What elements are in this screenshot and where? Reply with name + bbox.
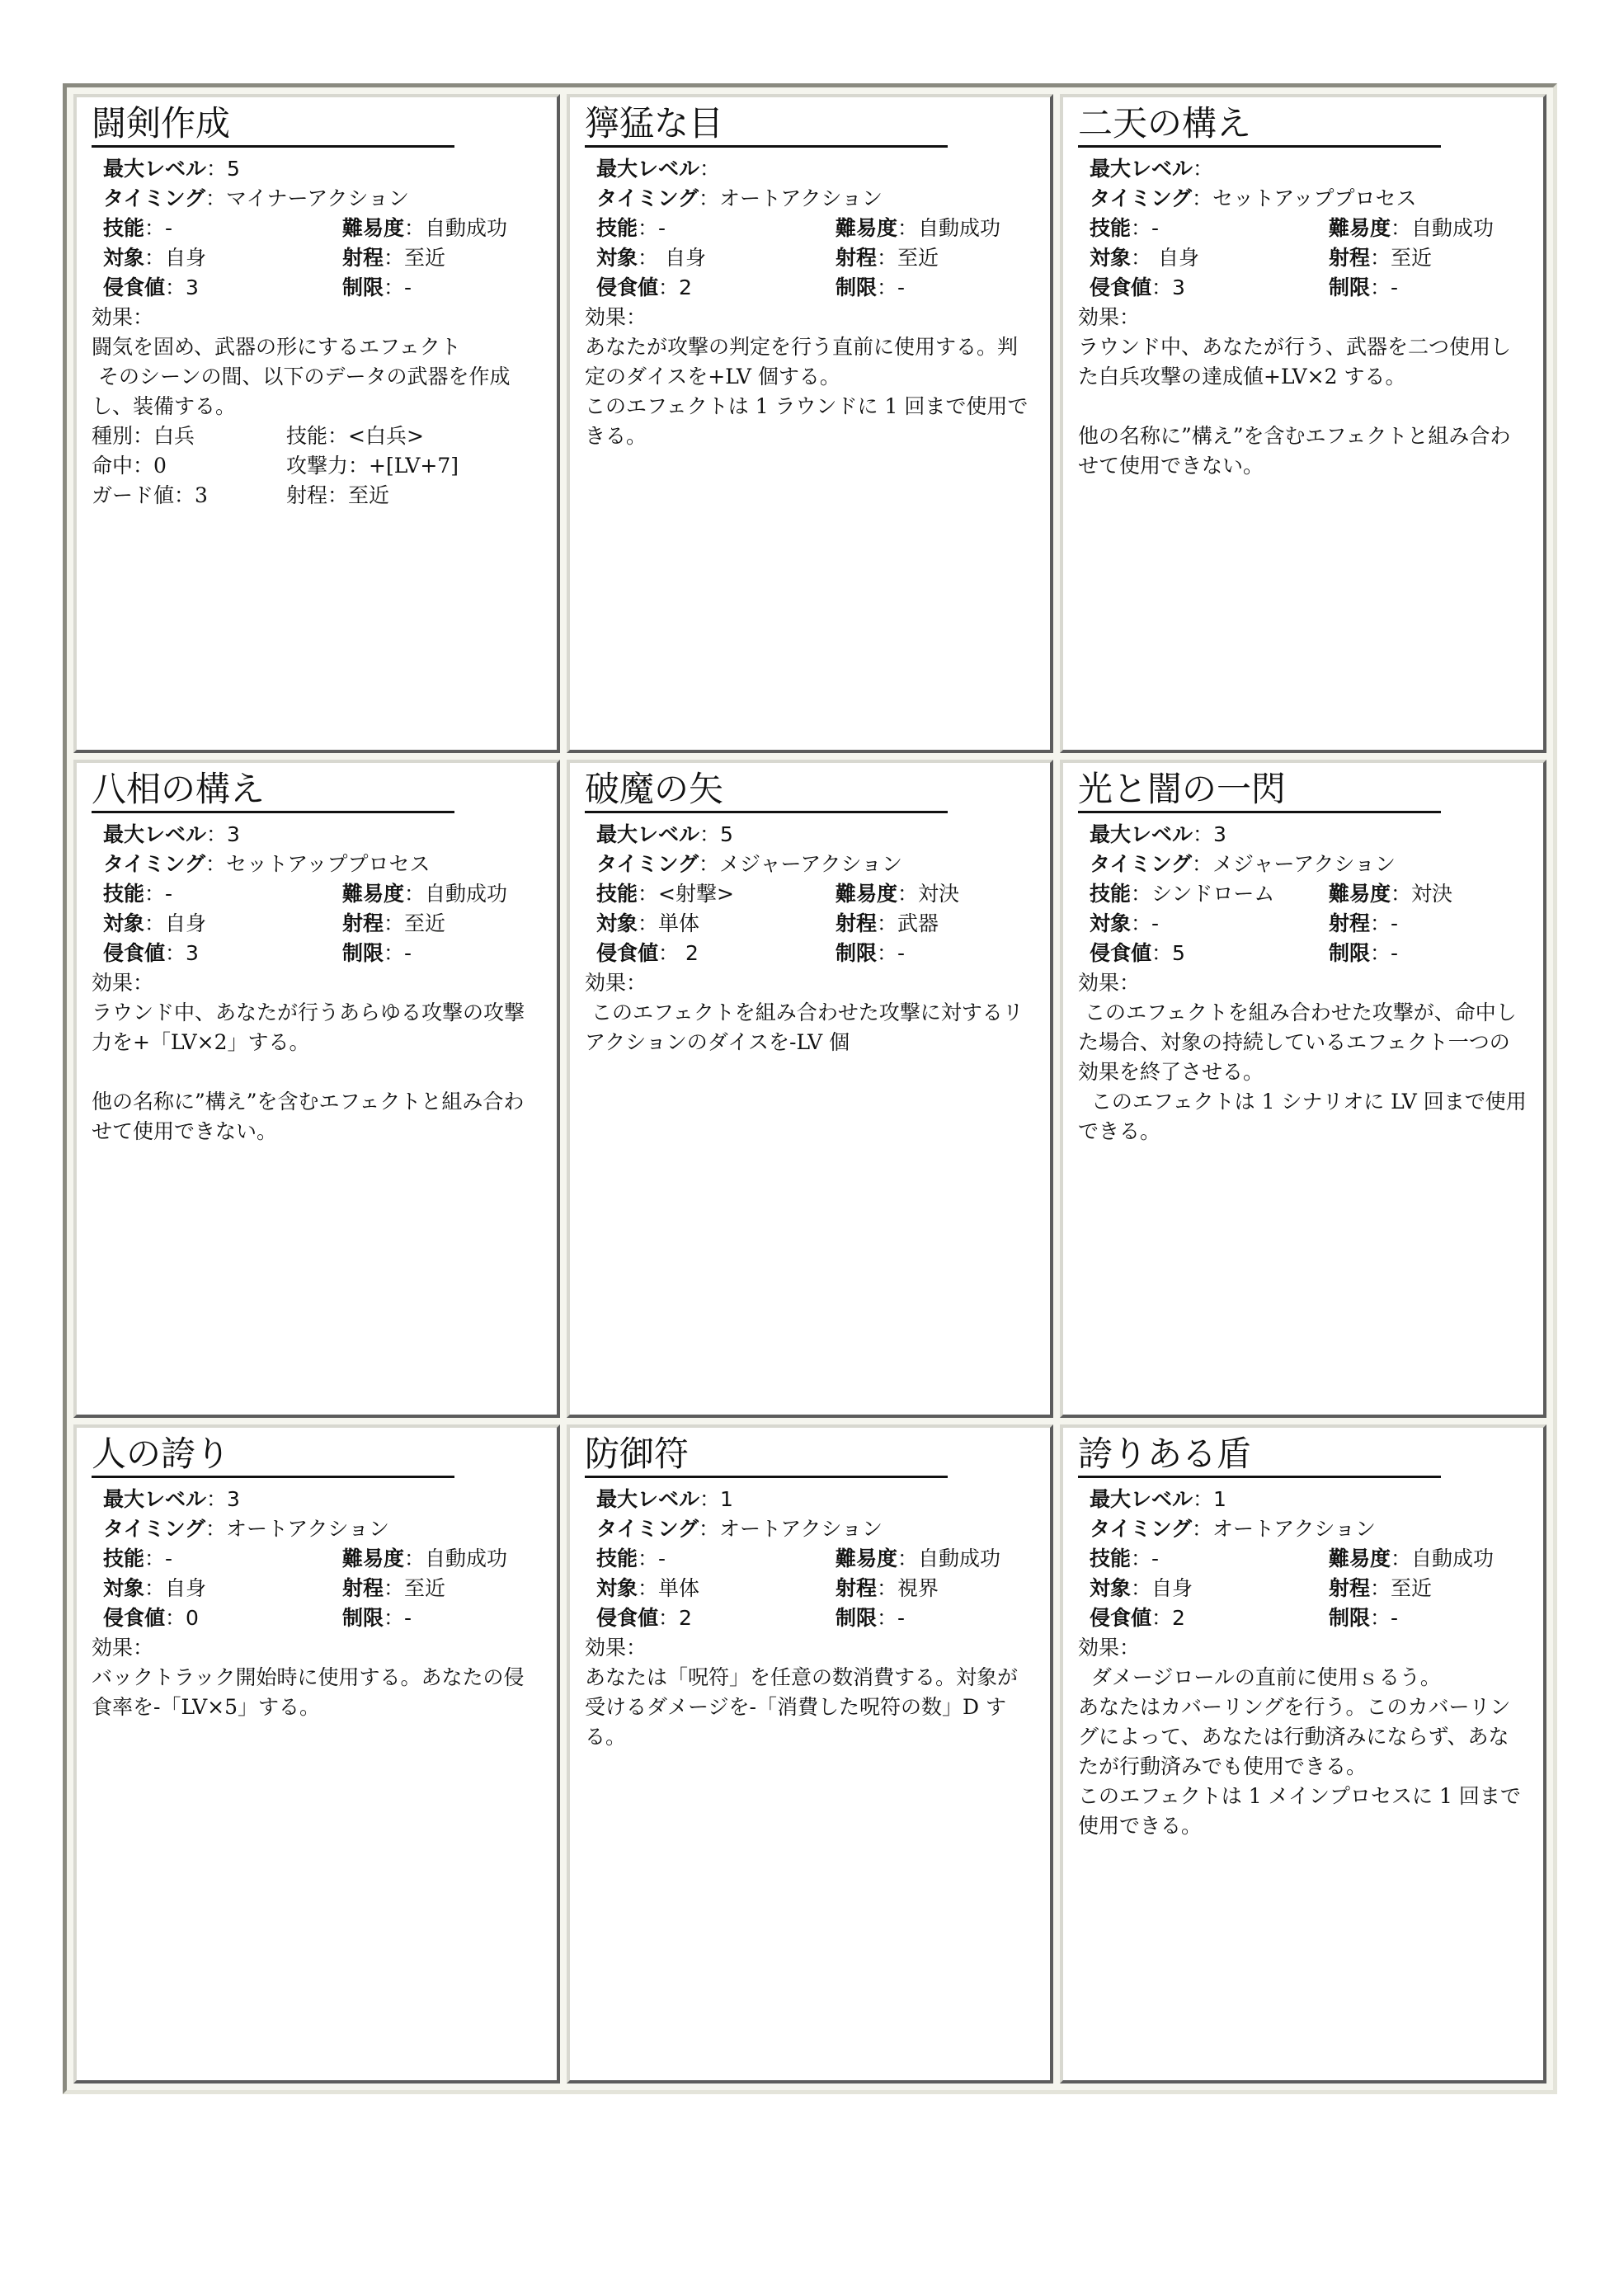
- skill-label: 技能: [1090, 881, 1132, 906]
- max-level-label: 最大レベル: [596, 1487, 700, 1512]
- skill-difficulty-row: [596, 214, 1035, 243]
- max-level-label: 最大レベル: [1090, 1487, 1193, 1512]
- card-title: 二天の構え: [1078, 104, 1441, 148]
- target-range-row: [103, 1574, 542, 1603]
- effect-text: 闘気を固め、武器の形にするエフェクト そのシーンの間、以下のデータの武器を作成し、装備する。: [92, 335, 511, 418]
- effect-text: ラウンド中、あなたが行う、武器を二つ使用した白兵攻撃の達成値+LV×2 する。 他の名称に”構え”を含むエフェクトと組み合わせて使用できない。: [1078, 335, 1512, 478]
- limit-value: ：-: [877, 1606, 906, 1631]
- skill-label: 技能: [103, 1547, 145, 1571]
- skill-difficulty-row: [103, 879, 542, 909]
- target-value: ：単体: [638, 1576, 700, 1601]
- effect-text: あなたは「呪符」を任意の数消費する。対象が受けるダメージを-「消費した呪符の数」D する。: [585, 1665, 1019, 1749]
- timing-value: ：メジャーアクション: [699, 851, 903, 876]
- card-title: 光と闇の一閃: [1078, 770, 1441, 813]
- target-label: 対象: [1090, 911, 1132, 935]
- difficulty-label: 難易度: [342, 1547, 405, 1571]
- erosion-label: 侵食値: [596, 940, 659, 965]
- effect-card: [567, 1424, 1053, 2083]
- difficulty-value: ：自動成功: [897, 1547, 1001, 1571]
- difficulty-label: 難易度: [342, 881, 405, 906]
- target-label: 対象: [103, 1576, 145, 1601]
- target-range-row: [596, 243, 1035, 273]
- timing-label: タイミング: [596, 851, 699, 876]
- skill-value: ：-: [144, 216, 173, 240]
- target-range-row: [1090, 909, 1528, 939]
- limit-label: 制限: [342, 1606, 384, 1631]
- effect-label: 効果：: [1078, 970, 1141, 995]
- target-label: 対象: [1090, 1576, 1132, 1601]
- target-value: ：自身: [1131, 1576, 1193, 1601]
- max-level-value: ：3: [206, 1487, 240, 1512]
- effect-card: [567, 760, 1053, 1419]
- limit-value: ：-: [384, 1606, 412, 1631]
- difficulty-label: 難易度: [836, 216, 898, 240]
- max-level-value: ：: [699, 157, 721, 181]
- weapon-range: 射程：至近: [286, 483, 390, 507]
- difficulty-value: ：対決: [897, 881, 960, 906]
- max-level-value: ：5: [699, 822, 733, 846]
- target-label: 対象: [103, 911, 145, 935]
- limit-label: 制限: [836, 1606, 878, 1631]
- target-label: 対象: [596, 246, 638, 270]
- effect-label: 効果：: [585, 305, 647, 329]
- skill-label: 技能: [596, 881, 638, 906]
- effect-card: [1060, 1424, 1546, 2083]
- limit-label: 制限: [342, 940, 384, 965]
- effect-card: [73, 760, 560, 1419]
- range-label: 射程: [342, 911, 384, 935]
- effect-text: バックトラック開始時に使用する。あなたの侵食率を-「LV×5」する。: [92, 1665, 525, 1720]
- range-value: ：至近: [384, 911, 446, 935]
- max-level-value: ：3: [206, 822, 240, 846]
- difficulty-label: 難易度: [1329, 216, 1391, 240]
- effect-card: [1060, 760, 1546, 1419]
- weapon-accuracy: 命中：0: [92, 454, 167, 478]
- erosion-limit-row: [596, 273, 1035, 303]
- difficulty-label: 難易度: [836, 881, 898, 906]
- difficulty-value: ：自動成功: [1391, 216, 1495, 240]
- effect-card: [73, 94, 560, 753]
- range-value: ：至近: [1370, 246, 1433, 270]
- max-level-label: 最大レベル: [103, 1487, 207, 1512]
- difficulty-value: ：対決: [1391, 881, 1453, 906]
- max-level-row: [596, 1485, 1035, 1514]
- skill-label: 技能: [103, 216, 145, 240]
- effect-text: あなたが攻撃の判定を行う直前に使用する。判定のダイスを+LV 個する。 このエフェクトは 1 ラウンドに 1 回まで使用できる。: [585, 335, 1029, 448]
- effect-label: 効果：: [92, 970, 154, 995]
- max-level-value: ：1: [699, 1487, 733, 1512]
- range-label: 射程: [1329, 911, 1371, 935]
- difficulty-label: 難易度: [836, 1547, 898, 1571]
- effect-label: 効果：: [1078, 305, 1141, 329]
- card-title: 闘剣作成: [92, 104, 454, 148]
- difficulty-label: 難易度: [1329, 881, 1391, 906]
- effect-card-sheet: [63, 83, 1557, 2094]
- timing-label: タイミング: [103, 186, 206, 210]
- effect-card: [567, 94, 1053, 753]
- weapon-attack: 攻撃力：+[LV+7]: [286, 454, 459, 478]
- card-grid: [73, 94, 1546, 2083]
- timing-label: タイミング: [596, 1517, 699, 1542]
- timing-row: [103, 850, 542, 879]
- limit-label: 制限: [1329, 275, 1371, 299]
- target-range-row: [1090, 243, 1528, 273]
- limit-value: ：-: [1370, 940, 1399, 965]
- timing-value: ：オートアクション: [205, 1517, 390, 1542]
- erosion-limit-row: [1090, 939, 1528, 968]
- timing-value: ：セットアッププロセス: [205, 851, 431, 876]
- timing-label: タイミング: [103, 851, 206, 876]
- target-range-row: [1090, 1574, 1528, 1603]
- timing-label: タイミング: [1090, 851, 1193, 876]
- max-level-value: ：: [1193, 157, 1214, 181]
- erosion-value: ：2: [1151, 1606, 1185, 1631]
- difficulty-value: ：自動成功: [404, 1547, 508, 1571]
- range-value: ：武器: [877, 911, 939, 935]
- range-value: ：至近: [384, 1576, 446, 1601]
- effect-label: 効果：: [92, 1636, 154, 1660]
- limit-label: 制限: [836, 275, 878, 299]
- timing-label: タイミング: [1090, 186, 1193, 210]
- max-level-row: [1090, 154, 1528, 184]
- timing-row: [103, 1514, 542, 1544]
- card-title: 人の誇り: [92, 1434, 454, 1478]
- timing-row: [596, 850, 1035, 879]
- erosion-label: 侵食値: [1090, 275, 1152, 299]
- max-level-row: [596, 154, 1035, 184]
- weapon-guard: ガード値：3: [92, 483, 208, 507]
- erosion-limit-row: [103, 939, 542, 968]
- timing-row: [103, 184, 542, 214]
- timing-value: ：オートアクション: [1192, 1517, 1377, 1542]
- skill-difficulty-row: [1090, 1544, 1528, 1574]
- skill-difficulty-row: [103, 214, 542, 243]
- difficulty-value: ：自動成功: [404, 881, 508, 906]
- skill-difficulty-row: [1090, 214, 1528, 243]
- erosion-label: 侵食値: [103, 1606, 166, 1631]
- erosion-limit-row: [103, 273, 542, 303]
- max-level-label: 最大レベル: [1090, 157, 1193, 181]
- max-level-row: [103, 154, 542, 184]
- timing-value: ：セットアッププロセス: [1192, 186, 1417, 210]
- skill-value: ：-: [1131, 216, 1160, 240]
- erosion-label: 侵食値: [596, 275, 659, 299]
- effect-text: ダメージロールの直前に使用ｓるう。 あなたはカバーリングを行う。このカバーリングによって、あなたは行動済みにならず、あなたが行動済みでも使用できる。 このエフェクトは 1 メインプロセスに 1 回まで使用できる。: [1078, 1665, 1521, 1839]
- timing-value: ：オートアクション: [699, 186, 883, 210]
- max-level-row: [596, 820, 1035, 850]
- skill-difficulty-row: [596, 1544, 1035, 1574]
- range-value: ：視界: [877, 1576, 939, 1601]
- erosion-label: 侵食値: [1090, 940, 1152, 965]
- range-label: 射程: [836, 911, 878, 935]
- skill-label: 技能: [1090, 216, 1132, 240]
- range-value: ：至近: [877, 246, 939, 270]
- limit-value: ：-: [877, 275, 906, 299]
- skill-value: ：-: [144, 1547, 173, 1571]
- max-level-row: [103, 820, 542, 850]
- target-range-row: [596, 909, 1035, 939]
- target-label: 対象: [596, 1576, 638, 1601]
- erosion-value: ：3: [165, 940, 199, 965]
- max-level-label: 最大レベル: [103, 157, 207, 181]
- max-level-value: ：3: [1193, 822, 1226, 846]
- weapon-type: 種別：白兵: [92, 424, 195, 448]
- range-label: 射程: [342, 246, 384, 270]
- erosion-value: ：5: [1151, 940, 1185, 965]
- card-title: 八相の構え: [92, 770, 454, 813]
- max-level-label: 最大レベル: [596, 822, 700, 846]
- skill-difficulty-row: [596, 879, 1035, 909]
- timing-value: ：オートアクション: [699, 1517, 883, 1542]
- effect-label: 効果：: [585, 970, 647, 995]
- target-label: 対象: [596, 911, 638, 935]
- erosion-value: ：2: [658, 1606, 692, 1631]
- effect-card: [1060, 94, 1546, 753]
- erosion-label: 侵食値: [103, 940, 166, 965]
- skill-value: ：-: [144, 881, 173, 906]
- limit-value: ：-: [1370, 1606, 1399, 1631]
- timing-label: タイミング: [1090, 1517, 1193, 1542]
- range-label: 射程: [836, 246, 878, 270]
- effect-label: 効果：: [92, 305, 154, 329]
- effect-label: 効果：: [1078, 1636, 1141, 1660]
- skill-difficulty-row: [103, 1544, 542, 1574]
- card-title: 誇りある盾: [1078, 1434, 1441, 1478]
- erosion-limit-row: [1090, 273, 1528, 303]
- limit-label: 制限: [1329, 940, 1371, 965]
- erosion-value: ： 2: [658, 940, 699, 965]
- skill-difficulty-row: [1090, 879, 1528, 909]
- timing-row: [596, 184, 1035, 214]
- weapon-data: [92, 421, 542, 511]
- range-label: 射程: [836, 1576, 878, 1601]
- skill-label: 技能: [596, 1547, 638, 1571]
- erosion-label: 侵食値: [596, 1606, 659, 1631]
- max-level-row: [1090, 820, 1528, 850]
- timing-value: ：メジャーアクション: [1192, 851, 1396, 876]
- target-range-row: [596, 1574, 1035, 1603]
- range-value: ：至近: [1370, 1576, 1433, 1601]
- timing-label: タイミング: [596, 186, 699, 210]
- difficulty-value: ：自動成功: [1391, 1547, 1495, 1571]
- erosion-value: ：3: [165, 275, 199, 299]
- max-level-value: ：5: [206, 157, 240, 181]
- max-level-label: 最大レベル: [1090, 822, 1193, 846]
- range-value: ：-: [1370, 911, 1399, 935]
- range-label: 射程: [342, 1576, 384, 1601]
- difficulty-value: ：自動成功: [897, 216, 1001, 240]
- card-title: 防御符: [585, 1434, 948, 1478]
- erosion-value: ：0: [165, 1606, 199, 1631]
- skill-label: 技能: [596, 216, 638, 240]
- timing-row: [1090, 184, 1528, 214]
- timing-row: [1090, 850, 1528, 879]
- limit-value: ：-: [877, 940, 906, 965]
- target-range-row: [103, 909, 542, 939]
- limit-value: ：-: [384, 275, 412, 299]
- erosion-limit-row: [103, 1603, 542, 1633]
- erosion-value: ：2: [658, 275, 692, 299]
- range-label: 射程: [1329, 246, 1371, 270]
- skill-label: 技能: [103, 881, 145, 906]
- max-level-row: [1090, 1485, 1528, 1514]
- target-range-row: [103, 243, 542, 273]
- timing-label: タイミング: [103, 1517, 206, 1542]
- limit-label: 制限: [342, 275, 384, 299]
- skill-value: ：シンドローム: [1131, 881, 1275, 906]
- erosion-label: 侵食値: [1090, 1606, 1152, 1631]
- target-value: ：自身: [144, 246, 207, 270]
- limit-value: ：-: [384, 940, 412, 965]
- difficulty-label: 難易度: [342, 216, 405, 240]
- target-label: 対象: [1090, 246, 1132, 270]
- skill-value: ：-: [638, 216, 666, 240]
- target-value: ：単体: [638, 911, 700, 935]
- target-label: 対象: [103, 246, 145, 270]
- effect-text: このエフェクトを組み合わせた攻撃に対するリアクションのダイスを-LV 個: [585, 1000, 1024, 1054]
- timing-value: ：マイナーアクション: [205, 186, 410, 210]
- timing-row: [1090, 1514, 1528, 1544]
- skill-value: ：<射撃>: [638, 881, 734, 906]
- erosion-limit-row: [1090, 1603, 1528, 1633]
- difficulty-value: ：自動成功: [404, 216, 508, 240]
- max-level-value: ：1: [1193, 1487, 1226, 1512]
- limit-label: 制限: [836, 940, 878, 965]
- target-value: ：自身: [144, 1576, 207, 1601]
- range-value: ：至近: [384, 246, 446, 270]
- max-level-row: [103, 1485, 542, 1514]
- range-label: 射程: [1329, 1576, 1371, 1601]
- difficulty-label: 難易度: [1329, 1547, 1391, 1571]
- effect-text: このエフェクトを組み合わせた攻撃が、命中した場合、対象の持続しているエフェクト一つの効果を終了させる。 このエフェクトは 1 シナリオに LV 回まで使用できる。: [1078, 1000, 1527, 1143]
- erosion-limit-row: [596, 1603, 1035, 1633]
- max-level-label: 最大レベル: [103, 822, 207, 846]
- card-title: 獰猛な目: [585, 104, 948, 148]
- weapon-skill: 技能：<白兵>: [286, 424, 424, 448]
- skill-label: 技能: [1090, 1547, 1132, 1571]
- erosion-limit-row: [596, 939, 1035, 968]
- max-level-label: 最大レベル: [596, 157, 700, 181]
- target-value: ：-: [1131, 911, 1160, 935]
- effect-card: [73, 1424, 560, 2083]
- erosion-value: ：3: [1151, 275, 1185, 299]
- limit-value: ：-: [1370, 275, 1399, 299]
- effect-text: ラウンド中、あなたが行うあらゆる攻撃の攻撃力を+「LV×2」する。 他の名称に”構え”を含むエフェクトと組み合わせて使用できない。: [92, 1000, 525, 1143]
- timing-row: [596, 1514, 1035, 1544]
- effect-label: 効果：: [585, 1636, 647, 1660]
- target-value: ：自身: [144, 911, 207, 935]
- limit-label: 制限: [1329, 1606, 1371, 1631]
- target-value: ： 自身: [1131, 246, 1199, 270]
- card-title: 破魔の矢: [585, 770, 948, 813]
- erosion-label: 侵食値: [103, 275, 166, 299]
- skill-value: ：-: [1131, 1547, 1160, 1571]
- target-value: ： 自身: [638, 246, 706, 270]
- skill-value: ：-: [638, 1547, 666, 1571]
